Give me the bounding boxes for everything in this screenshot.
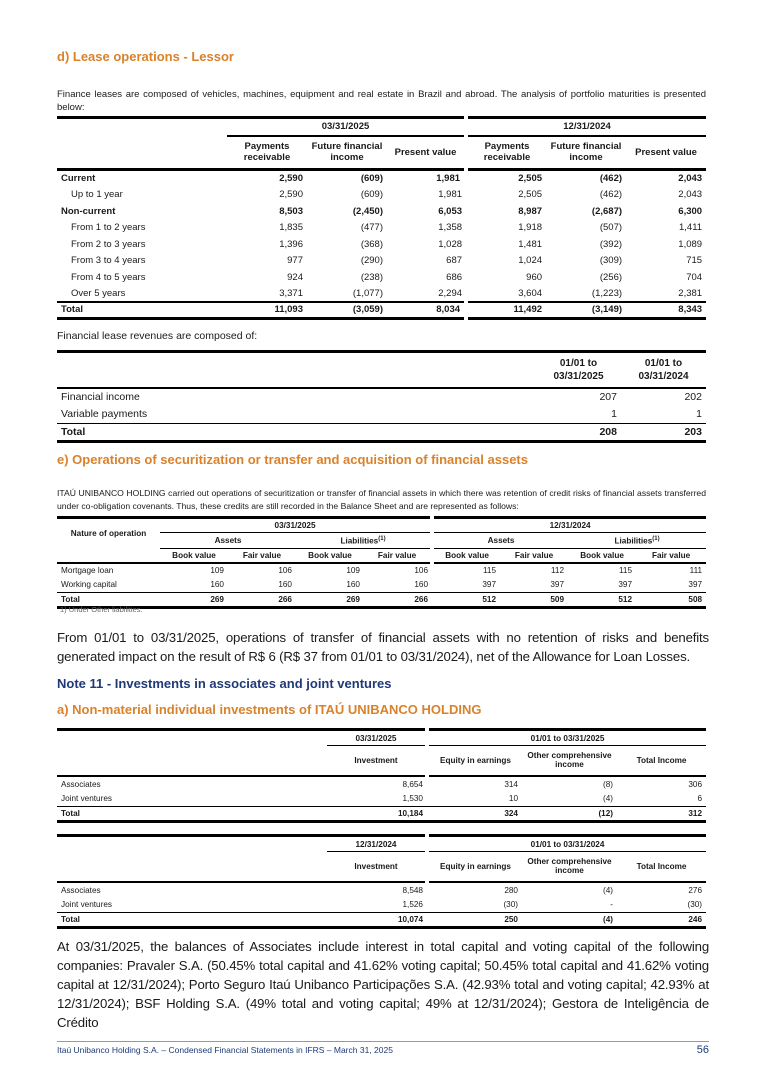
revenues-intro: Financial lease revenues are composed of: bbox=[57, 330, 258, 342]
col-header: Fair value bbox=[228, 549, 296, 563]
section-d-intro: Finance leases are composed of vehicles, machines, equipment and real estate in Brazil and abroad. The analysis of portfolio maturities is presented below: bbox=[57, 89, 706, 113]
footer-divider bbox=[57, 1041, 709, 1042]
col-header: Other comprehensive income bbox=[522, 852, 617, 882]
section-e-heading: e) Operations of securitization or transfer and acquisition of financial assets bbox=[57, 452, 528, 467]
table-row: Non-current 8,503 (2,450) 6,053 8,987 (2,687) 6,300 bbox=[61, 205, 703, 217]
table-row: From 3 to 4 years 977 (290) 687 1,024 (309) 715 bbox=[71, 255, 703, 266]
period-header: 01/01 to 03/31/2024 bbox=[427, 836, 706, 852]
col-header: Book value bbox=[432, 549, 500, 563]
footnote-marker: (1) bbox=[652, 535, 660, 542]
securitization-table bbox=[57, 516, 706, 609]
row-header: Nature of operation bbox=[70, 529, 147, 539]
period-header-2025: 03/31/2025 bbox=[321, 121, 370, 133]
table-row: Current 2,590 (609) 1,981 2,505 (462) 2,043 bbox=[57, 170, 706, 187]
result-paragraph: From 01/01 to 03/31/2025, operations of transfer of financial assets with no retention of risks and benefits generated impact on the result of R$ 6 (R$ 37 from 01/01 to 03/31/2024), net of the Allowance for Loan Losses. bbox=[57, 630, 709, 664]
col-header: Investment bbox=[327, 852, 427, 882]
table-total-row: Total 208 203 bbox=[57, 424, 706, 442]
table-row: Associates 8,654 314 (8) 306 bbox=[57, 776, 706, 792]
col-header: Present value bbox=[626, 136, 706, 170]
period-header-2024: 12/31/2024 bbox=[432, 518, 706, 533]
col-header: Total Income bbox=[617, 852, 706, 882]
investments-table-2025 bbox=[57, 728, 706, 823]
page-number: 56 bbox=[696, 1044, 709, 1056]
period-header: 12/31/2024 bbox=[355, 839, 397, 849]
section-e-intro: ITAÚ UNIBANCO HOLDING carried out operations of securitization or transfer of financial assets in which there was retention of credit risks of financial assets transferred under co-obligation covenants. Thus, these credits are still recorded in the Balance Sheet and are represented as follows: bbox=[57, 488, 706, 511]
lease-maturities-table bbox=[57, 116, 706, 320]
lease-revenues-table bbox=[57, 350, 706, 443]
table-row: Associates 8,548 280 (4) 276 bbox=[57, 882, 706, 898]
group-header-assets: Assets bbox=[160, 533, 296, 549]
table-row: Mortgage loan 109 106 109 106 115 112 115 111 bbox=[57, 563, 706, 578]
note-11-heading: Note 11 - Investments in associates and joint ventures bbox=[57, 676, 392, 691]
col-header: Other comprehensive income bbox=[522, 746, 617, 776]
period-header-2024: 12/31/2024 bbox=[466, 118, 706, 136]
table-total-row: Total 269 266 269 266 512 509 512 508 bbox=[57, 593, 706, 608]
group-header-liabilities: Liabilities$^{(1)}$ bbox=[568, 533, 706, 549]
investments-table-2024 bbox=[57, 834, 706, 929]
col-header: Investment bbox=[327, 746, 427, 776]
col-header: Present value bbox=[387, 136, 466, 170]
footer-text: Itaú Unibanco Holding S.A. – Condensed Financial Statements in IFRS – March 31, 2025 bbox=[57, 1045, 393, 1055]
col-header: 01/01 to 03/31/2025 bbox=[553, 357, 604, 382]
col-header: Total Income bbox=[617, 746, 706, 776]
table-total-row: Total 10,074 250 (4) 246 bbox=[57, 913, 706, 928]
col-header: Future financial income bbox=[546, 136, 626, 170]
col-header: 01/01 to 03/31/2024 bbox=[638, 357, 689, 382]
note-11-subheading: a) Non-material individual investments of ITAÚ UNIBANCO HOLDING bbox=[57, 702, 482, 717]
col-header: Book value bbox=[568, 549, 636, 563]
col-header: Book value bbox=[160, 549, 228, 563]
table-row: Variable payments 1 1 bbox=[61, 408, 702, 421]
table-row: Financial income 207 202 bbox=[57, 388, 706, 406]
table-row: Joint ventures 1,526 (30) - (30) bbox=[61, 900, 703, 910]
period-header: 01/01 to 03/31/2025 bbox=[427, 730, 706, 746]
footnote: 1) Under Other liabilities. bbox=[60, 605, 143, 614]
col-header: Fair value bbox=[636, 549, 706, 563]
col-header: Future financial income bbox=[307, 136, 387, 170]
table-row: From 1 to 2 years 1,835 (477) 1,358 1,918 (507) 1,411 bbox=[71, 222, 703, 233]
section-d-heading: d) Lease operations - Lessor bbox=[57, 49, 234, 64]
col-header: Fair value bbox=[500, 549, 568, 563]
col-header: Payments receivable bbox=[227, 136, 307, 170]
col-header: Equity in earnings bbox=[427, 746, 522, 776]
table-total-row: Total 10,184 324 (12) 312 bbox=[57, 807, 706, 822]
group-header-liabilities: Liabilities$^{(1)}$ bbox=[296, 533, 432, 549]
col-header: Fair value bbox=[364, 549, 432, 563]
table-row: From 4 to 5 years 924 (238) 686 960 (256) 704 bbox=[71, 271, 703, 283]
col-header: Book value bbox=[296, 549, 364, 563]
col-header: Equity in earnings bbox=[427, 852, 522, 882]
table-row: Up to 1 year 2,590 (609) 1,981 2,505 (462) 2,043 bbox=[71, 189, 703, 200]
table-row: From 2 to 3 years 1,396 (368) 1,028 1,481 (392) 1,089 bbox=[71, 238, 703, 250]
period-header-2025: 03/31/2025 bbox=[274, 521, 316, 530]
period-header: 03/31/2025 bbox=[355, 733, 397, 743]
table-row: Working capital 160 160 160 160 397 397 397 397 bbox=[61, 580, 703, 590]
table-total-row: Total 11,093 (3,059) 8,034 11,492 (3,149) 8,343 bbox=[57, 302, 706, 319]
table-row: Over 5 years 3,371 (1,077) 2,294 3,604 (1,223) 2,381 bbox=[71, 287, 703, 299]
group-header-assets: Assets bbox=[432, 533, 568, 549]
table-row: Joint ventures 1,530 10 (4) 6 bbox=[61, 794, 703, 804]
associates-paragraph: At 03/31/2025, the balances of Associates include interest in total capital and voting capital of the following companies: Pravaler S.A. (50.45% total capital and 41.62% voting capital; 50.45% total capital and 41.62% voting capital at 12/31/2024); Porto Seguro Itaú Unibanco Participações S.A. (42.93% total and voting capital; 42.93% at 12/31/2024); BSF Holding S.A. (49% total and voting capital; 49% at 12/31/2024); Gestora de Inteligência de Crédito bbox=[57, 939, 709, 1030]
col-header: Payments receivable bbox=[466, 136, 546, 170]
footnote-marker: (1) bbox=[378, 535, 386, 542]
